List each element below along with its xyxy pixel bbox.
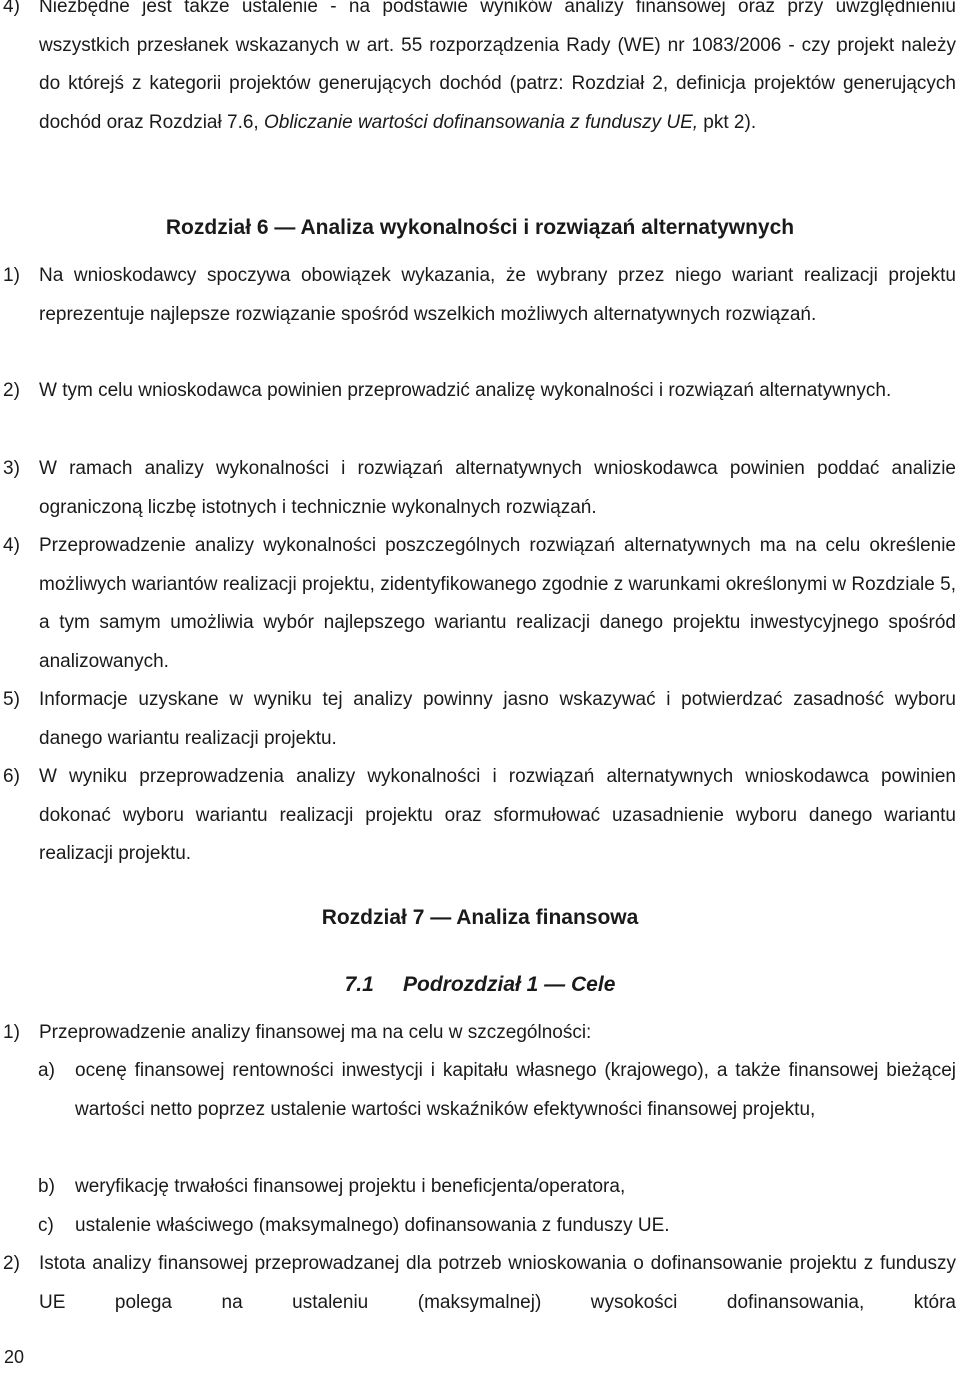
list-item: [3, 1014, 956, 1053]
sub-list-item: [38, 1052, 956, 1129]
sub-list-item-text: ustalenie właściwego (maksymalnego) dofinansowania z funduszy UE.: [75, 1215, 670, 1236]
subsection-7-1-heading: 7.1 Podrozdział 1 — Cele: [344, 973, 616, 996]
chapter-7-heading: Rozdział 7 — Analiza finansowa: [321, 906, 639, 929]
list-item-text: Istota analizy finansowej przeprowadzanej dla potrzeb wnioskowania o dofinansowanie projektu z funduszy UE polega na ustaleniu (maksymalnej) wysokości dofinansowania, która: [39, 1253, 956, 1313]
list-number: 4): [3, 0, 20, 17]
list-number: 1): [3, 265, 20, 286]
list-item-text: W tym celu wnioskodawca powinien przeprowadzić analizę wykonalności i rozwiązań alternatywnych.: [39, 380, 892, 401]
list-number: 1): [3, 1022, 20, 1043]
list-item-text: Na wnioskodawcy spoczywa obowiązek wykazania, że wybrany przez niego wariant realizacji projektu reprezentuje najlepsze rozwiązanie spośród wszelkich możliwych alternatywnych rozwiązań.: [39, 265, 956, 325]
list-number: 2): [3, 1253, 20, 1274]
sub-list-item: [38, 1168, 956, 1207]
italic-reference: Obliczanie wartości dofinansowania z funduszy UE,: [263, 111, 699, 133]
page-number: 20: [4, 1347, 25, 1367]
list-item-text: Przeprowadzenie analizy finansowej ma na celu w szczególności:: [39, 1022, 592, 1043]
list-item-text: W wyniku przeprowadzenia analizy wykonalności i rozwiązań alternatywnych wnioskodawca powinien dokonać wyboru wariantu realizacji projektu oraz sformułować uzasadnienie wyboru danego wariantu realizacji projektu.: [39, 766, 956, 864]
sub-list-item-text: ocenę finansowej rentowności inwestycji i kapitału własnego (krajowego), a także finansowej bieżącej wartości netto poprzez ustalenie wartości wskaźników efektywności finansowej projektu,: [75, 1060, 956, 1120]
list-item: [3, 681, 956, 758]
list-item: [3, 1245, 956, 1322]
list-number: 4): [3, 535, 20, 556]
list-item: [3, 372, 956, 411]
list-item: [3, 527, 956, 681]
sub-list-letter: c): [38, 1215, 54, 1236]
chapter-6-heading: Rozdział 6 — Analiza wykonalności i rozwiązań alternatywnych: [165, 216, 795, 239]
sub-list-letter: b): [38, 1176, 55, 1197]
list-item: [3, 758, 956, 874]
list-number: 3): [3, 458, 20, 479]
list-number: 5): [3, 689, 20, 710]
list-number: 6): [3, 766, 20, 787]
sub-list-item-text: weryfikację trwałości finansowej projektu i beneficjenta/operatora,: [75, 1176, 626, 1197]
list-item-text: W ramach analizy wykonalności i rozwiązań alternatywnych wnioskodawca powinien poddać analizie ograniczoną liczbę istotnych i technicznie wykonalnych rozwiązań.: [39, 458, 956, 518]
sub-list-item: [38, 1207, 956, 1246]
sub-list-letter: a): [38, 1060, 55, 1081]
list-item: [3, 450, 956, 527]
list-number: 2): [3, 380, 20, 401]
list-item-text: Niezbędne jest także ustalenie - na podstawie wyników analizy finansowej oraz przy uwzględnieniu wszystkich przesłanek wskazanych w art. 55 rozporządzenia Rady (WE) nr 1083/2006 - czy projekt należy do którejś z kategorii projektów generujących dochód (patrz: Rozdział 2, definicja projektów generujących dochód oraz Rozdział 7.6, Obliczanie wartości dofinansowania z funduszy UE, pkt 2).: [39, 0, 956, 133]
list-item-intro: [3, 0, 956, 142]
list-item: [3, 257, 956, 334]
list-item-text: Przeprowadzenie analizy wykonalności poszczególnych rozwiązań alternatywnych ma na celu określenie możliwych wariantów realizacji projektu, zidentyfikowanego zgodnie z warunkami określonymi w Rozdziale 5, a tym samym umożliwia wybór najlepszego wariantu realizacji danego projektu inwestycyjnego spośród analizowanych.: [39, 535, 956, 672]
list-item-text: Informacje uzyskane w wyniku tej analizy powinny jasno wskazywać i potwierdzać zasadność wyboru danego wariantu realizacji projektu.: [39, 689, 956, 749]
